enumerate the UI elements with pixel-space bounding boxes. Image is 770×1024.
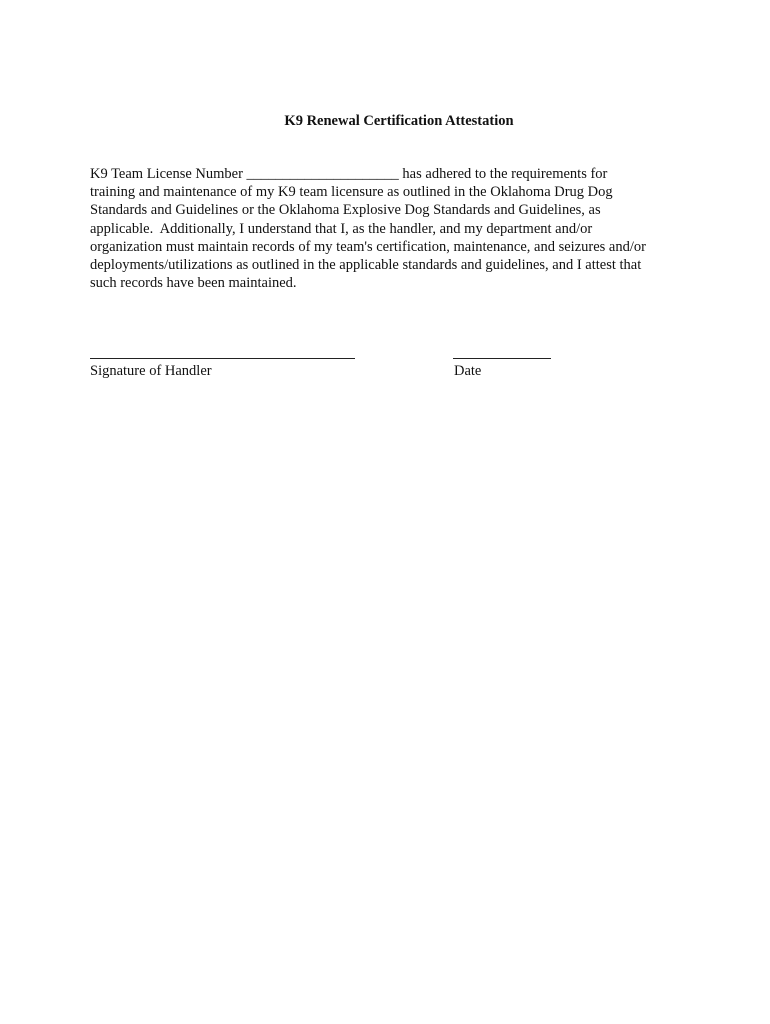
paragraph-line: applicable. Additionally, I understand that I, as the handler, and my department and/or [90, 220, 593, 237]
signature-line[interactable] [90, 358, 355, 359]
paragraph-line: organization must maintain records of my team's certification, maintenance, and seizures and/or [90, 238, 646, 255]
signature-label: Signature of Handler [90, 363, 212, 379]
paragraph-line: such records have been maintained. [90, 275, 297, 292]
paragraph-line: training and maintenance of my K9 team licensure as outlined in the Oklahoma Drug Dog [90, 184, 613, 201]
paragraph-line: deployments/utilizations as outlined in the applicable standards and guidelines, and I attest that [90, 257, 642, 274]
date-label: Date [454, 363, 482, 379]
document-title: K9 Renewal Certification Attestation [284, 113, 514, 129]
date-line[interactable] [453, 358, 551, 359]
paragraph-line: K9 Team License Number _____________________ has adhered to the requirements for [90, 166, 608, 182]
attestation-paragraph [90, 165, 690, 292]
paragraph-line: Standards and Guidelines or the Oklahoma Explosive Dog Standards and Guidelines, as [90, 202, 601, 219]
